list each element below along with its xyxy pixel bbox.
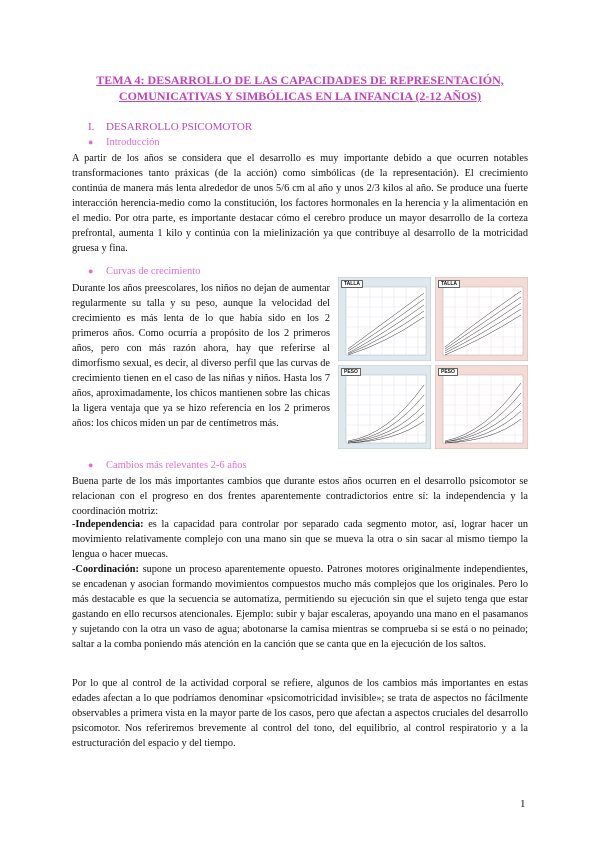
coordinacion-lead: -Coordinación:	[72, 564, 139, 575]
coordinacion-paragraph	[72, 562, 528, 652]
growth-chart-girls-height	[435, 277, 528, 361]
chart-label: PESO	[341, 368, 361, 376]
growth-chart-boys-weight	[338, 365, 431, 449]
bullet-curvas	[88, 266, 200, 277]
chart-label: TALLA	[341, 280, 363, 288]
growth-charts-figure	[338, 277, 528, 449]
section-heading	[88, 121, 252, 133]
bullet-dot-icon: ●	[88, 266, 94, 276]
curvas-paragraph: Durante los años preescolares, los niños no dejan de aumentar regularmente su talla y su peso, aunque la velocidad del crecimiento es más lenta de lo que había sido en los 2 primeros años. Como ocurría a propósito de los 2 primeros años, pero con más razón ahora, hay que referirse al dimorfismo sexual, es decir, al diverso perfil que las curvas de crecimiento tienen en el caso de las niñas y niños. Hasta los 7 años, aproximadamente, los chicos mantienen sobre las chicas la ligera ventaja que ya se hizo referencia en los 2 primeros años: los chicos miden un par de centímetros más.	[72, 283, 330, 429]
section-number: I.	[88, 121, 95, 133]
growth-chart-graphic	[338, 365, 431, 449]
section-label: DESARROLLO PSICOMOTOR	[106, 121, 253, 133]
bullet-intro	[88, 137, 160, 148]
document-title	[70, 72, 530, 104]
growth-chart-graphic	[435, 277, 528, 361]
growth-chart-graphic	[338, 277, 431, 361]
growth-chart-graphic	[435, 365, 528, 449]
bullet-intro-label: Introducción	[106, 137, 160, 148]
intro-paragraph: A partir de los años se considera que el desarrollo es muy importante debido a que ocurren notables transformaciones tanto práxicas (de la acción) como simbólicas (de la representación). El crecimiento continúa de manera más lenta alrededor de unos 5/6 cm al año y unos 2/3 kilos al año. Se produce una fuerte interacción herencia-medio como la constitución, los factores hormonales en la herencia y la alimentación en el medio. Por otra parte, es importante destacar cómo el cerebro produce un mayor desarrollo de la corteza prefrontal, aumenta 1 kilo y continúa con la mielinización ya que contribuye al desarrollo de la motricidad gruesa y fina.	[72, 153, 528, 254]
bullet-cambios	[88, 460, 247, 471]
growth-chart-girls-weight	[435, 365, 528, 449]
bullet-dot-icon: ●	[88, 460, 94, 470]
coordinacion-text: supone un proceso aparentemente opuesto. Patrones motores originalmente independientes, se encadenan y asocian formando movimientos compuestos mucho más complejos que los originales. Pero lo más destacable es que la secuencia se automatiza, permitiendo su ejecución sin que el sujeto tenga que estar gastando en ello recursos atencionales. Ejemplo: subir y bajar escaleras, apoyando una mano en el pasamanos y sujetando con la otra un vaso de agua; abotonarse la camisa mientras se comprueba si se está o no peinado; saltar a la comba poniendo más atención en la canción que se canta que en la ejecución de los saltos.	[72, 564, 528, 650]
bullet-cambios-label: Cambios más relevantes 2-6 años	[106, 460, 247, 471]
cambios-paragraph: Buena parte de los más importantes cambios que durante estos años ocurren en el desarrollo psicomotor se relacionan con el progreso en dos frentes aparentemente contradictorios entre sí: la independencia y la coordinación motriz:	[72, 476, 528, 517]
growth-chart-boys-height	[338, 277, 431, 361]
page-number: 1	[520, 798, 526, 810]
bullet-dot-icon: ●	[88, 137, 94, 147]
control-paragraph: Por lo que al control de la actividad corporal se refiere, algunos de los cambios más importantes en estas edades afectan a lo que podríamos denominar «psicomotricidad invisible»; se trata de aspectos no fácilmente observables a primera vista en la mayor parte de los casos, pero que afectan a aspectos cruciales del desarrollo psicomotor. Nos referiremos brevemente al control del tono, del equilibrio, al control respiratorio y a la estructuración del espacio y del tiempo.	[72, 678, 528, 749]
chart-label: TALLA	[438, 280, 460, 288]
independencia-lead: -Independencia:	[72, 519, 144, 530]
title-line-2: COMUNICATIVAS Y SIMBÓLICAS EN LA INFANCIA (2-12 AÑOS)	[118, 89, 482, 103]
independencia-paragraph	[72, 517, 528, 562]
chart-label: PESO	[438, 368, 458, 376]
independencia-text: es la capacidad para controlar por separado cada segmento motor, así, lograr hacer un movimiento relativamente complejo con una mano sin que se mueva la otra o sin sacar al mismo tiempo la lengua o hacer muecas.	[72, 519, 528, 560]
bullet-curvas-label: Curvas de crecimiento	[106, 266, 201, 277]
title-line-1: TEMA 4: DESARROLLO DE LAS CAPACIDADES DE REPRESENTACIÓN,	[96, 73, 504, 87]
